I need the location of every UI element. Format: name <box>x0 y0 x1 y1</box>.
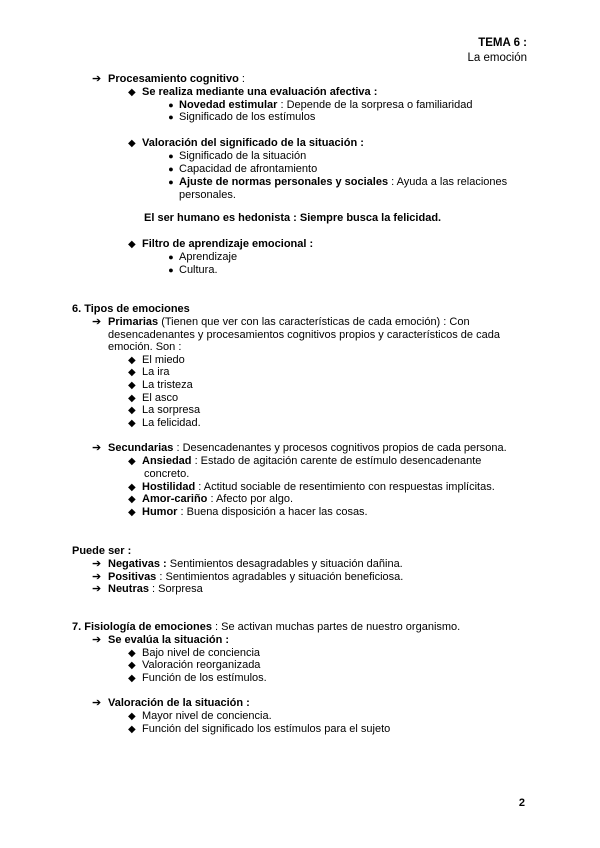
positivas-label: Positivas <box>108 571 157 583</box>
ansiedad-label: Ansiedad <box>142 455 192 467</box>
arrow-icon: ➔ <box>92 697 102 709</box>
filtro-label: Filtro de aprendizaje emocional : <box>142 238 314 250</box>
item-funcion-significado: Función del significado los estímulos para el sujeto <box>142 723 391 735</box>
item-tristeza: La tristeza <box>142 379 193 391</box>
amor-label: Amor-cariño <box>142 493 208 505</box>
diamond-icon: ◆ <box>128 239 136 250</box>
amor-rest: : Afecto por algo. <box>207 493 294 505</box>
secundarias-line <box>92 442 507 455</box>
diamond-icon: ◆ <box>128 456 136 467</box>
puede-ser-title-text: Puede ser : <box>72 545 132 557</box>
negativas-label: Negativas : <box>108 558 167 570</box>
header-subtitle: La emoción <box>467 52 527 64</box>
diamond-icon: ◆ <box>128 380 136 391</box>
item-mayor-nivel: Mayor nivel de conciencia. <box>142 710 272 722</box>
arrow-icon: ➔ <box>92 571 102 583</box>
item-asco: El asco <box>142 392 179 404</box>
item-miedo: El miedo <box>142 354 185 366</box>
bullet-icon: ● <box>168 100 174 110</box>
secundarias-label: Secundarias <box>108 442 174 454</box>
significado-situacion-line <box>163 150 306 163</box>
item-felicidad: La felicidad. <box>142 417 201 429</box>
neutras-label: Neutras <box>108 583 149 595</box>
diamond-icon: ◆ <box>128 673 136 684</box>
arrow-icon: ➔ <box>92 316 102 328</box>
evalua-item <box>128 659 260 672</box>
header-title: TEMA 6 : <box>478 37 527 49</box>
arrow-icon: ➔ <box>92 583 102 595</box>
bullet-icon: ● <box>168 112 174 122</box>
arrow-icon: ➔ <box>92 634 102 646</box>
eval-label: Se realiza mediante una evaluación afectiva : <box>142 86 378 98</box>
valoracion-situacion-label: Valoración de la situación : <box>108 697 250 709</box>
proc-rest: : <box>238 73 245 85</box>
primarias-label: Primarias <box>108 316 159 328</box>
diamond-icon: ◆ <box>128 355 136 366</box>
aprendizaje-line <box>163 251 237 264</box>
neutras-line <box>92 583 203 596</box>
proc-label: Procesamiento cognitivo <box>108 73 239 85</box>
amor-line <box>128 493 293 506</box>
se-evalua-label: Se evalúa la situación : <box>108 634 230 646</box>
valoracion-significado-line <box>128 137 364 150</box>
secundarias-rest: : Desencadenantes y procesos cognitivos propios de cada persona. <box>173 442 507 454</box>
valoracion-item <box>128 723 390 736</box>
diamond-icon: ◆ <box>128 660 136 671</box>
proc-cognitivo-line <box>92 73 245 86</box>
neutras-rest: : Sorpresa <box>148 583 203 595</box>
negativas-line <box>92 558 403 571</box>
primarias-item <box>128 417 201 430</box>
humor-label: Humor <box>142 506 178 518</box>
hostilidad-rest: : Actitud sociable de resentimiento con respuestas implícitas. <box>195 481 495 493</box>
novedad-rest: : Depende de la sorpresa o familiaridad <box>277 99 473 111</box>
humor-rest: : Buena disposición a hacer las cosas. <box>177 506 368 518</box>
diamond-icon: ◆ <box>128 494 136 505</box>
novedad-label: Novedad estimular <box>179 99 278 111</box>
section-6-title-text: 6. Tipos de emociones <box>72 303 190 315</box>
aprendizaje: Aprendizaje <box>179 251 238 263</box>
primarias-desc-1: (Tienen que ver con las características de cada emoción) : Con <box>158 316 470 328</box>
primarias-item <box>128 379 193 392</box>
diamond-icon: ◆ <box>128 393 136 404</box>
page-number: 2 <box>518 797 525 809</box>
primarias-desc-2: desencadenantes y procesamientos cognitivos propios y característicos de cada <box>108 329 500 341</box>
arrow-icon: ➔ <box>92 558 102 570</box>
item-funcion-estimulos: Función de los estímulos. <box>142 672 267 684</box>
capacidad: Capacidad de afrontamiento <box>179 163 318 175</box>
item-sorpresa: La sorpresa <box>142 404 201 416</box>
valoracion-item <box>128 710 272 723</box>
ansiedad-line <box>128 455 526 469</box>
section-6-title <box>72 303 190 316</box>
significado-estimulos-line <box>163 111 315 124</box>
diamond-icon: ◆ <box>128 648 136 659</box>
ansiedad-desc: : Estado de agitación carente de estímulo desencadenante <box>191 455 482 467</box>
puede-ser-title <box>72 545 131 558</box>
ajuste-label: Ajuste de normas personales y sociales <box>179 176 389 188</box>
primarias-line <box>92 316 526 329</box>
item-valoracion-reorganizada: Valoración reorganizada <box>142 659 261 671</box>
negativas-rest: Sentimientos desagradables y situación dañina. <box>166 558 403 570</box>
hedonista-text: El ser humano es hedonista : Siempre busca la felicidad. <box>144 212 442 224</box>
section-7-title <box>72 621 460 634</box>
item-ira: La ira <box>142 366 170 378</box>
diamond-icon: ◆ <box>128 405 136 416</box>
primarias-desc-3: emoción. Son : <box>108 341 182 353</box>
item-bajo-nivel: Bajo nivel de conciencia <box>142 647 261 659</box>
bullet-icon: ● <box>168 177 174 187</box>
ansiedad-cont: concreto. <box>144 468 190 480</box>
section-7-title-rest: : Se activan muchas partes de nuestro organismo. <box>211 621 461 633</box>
hostilidad-label: Hostilidad <box>142 481 196 493</box>
primarias-item <box>128 366 170 379</box>
ajuste-line <box>163 176 526 189</box>
significado-situacion: Significado de la situación <box>179 150 307 162</box>
filtro-line <box>128 238 313 251</box>
ajuste-cont: personales. <box>179 189 236 201</box>
capacidad-line <box>163 163 317 176</box>
bullet-icon: ● <box>168 252 174 262</box>
arrow-icon: ➔ <box>92 442 102 454</box>
diamond-icon: ◆ <box>128 507 136 518</box>
diamond-icon: ◆ <box>128 138 136 149</box>
significado-estimulos: Significado de los estímulos <box>179 111 316 123</box>
diamond-icon: ◆ <box>128 482 136 493</box>
diamond-icon: ◆ <box>128 711 136 722</box>
arrow-icon: ➔ <box>92 73 102 85</box>
diamond-icon: ◆ <box>128 418 136 429</box>
bullet-icon: ● <box>168 265 174 275</box>
bullet-icon: ● <box>168 164 174 174</box>
evalua-item <box>128 672 267 685</box>
diamond-icon: ◆ <box>128 367 136 378</box>
valoracion-label: Valoración del significado de la situación : <box>142 137 364 149</box>
section-7-title-text: 7. Fisiología de emociones <box>72 621 212 633</box>
diamond-icon: ◆ <box>128 87 136 98</box>
ajuste-rest: : Ayuda a las relaciones <box>388 176 508 188</box>
cultura-line <box>163 264 218 277</box>
se-evalua-line <box>92 634 229 647</box>
positivas-rest: : Sentimientos agradables y situación beneficiosa. <box>156 571 404 583</box>
hedonista-line <box>144 212 441 225</box>
valoracion-situacion-line <box>92 697 250 710</box>
eval-afectiva-line <box>128 86 377 99</box>
humor-line <box>128 506 368 519</box>
cultura: Cultura. <box>179 264 218 276</box>
diamond-icon: ◆ <box>128 724 136 735</box>
primarias-item <box>128 404 200 417</box>
bullet-icon: ● <box>168 151 174 161</box>
